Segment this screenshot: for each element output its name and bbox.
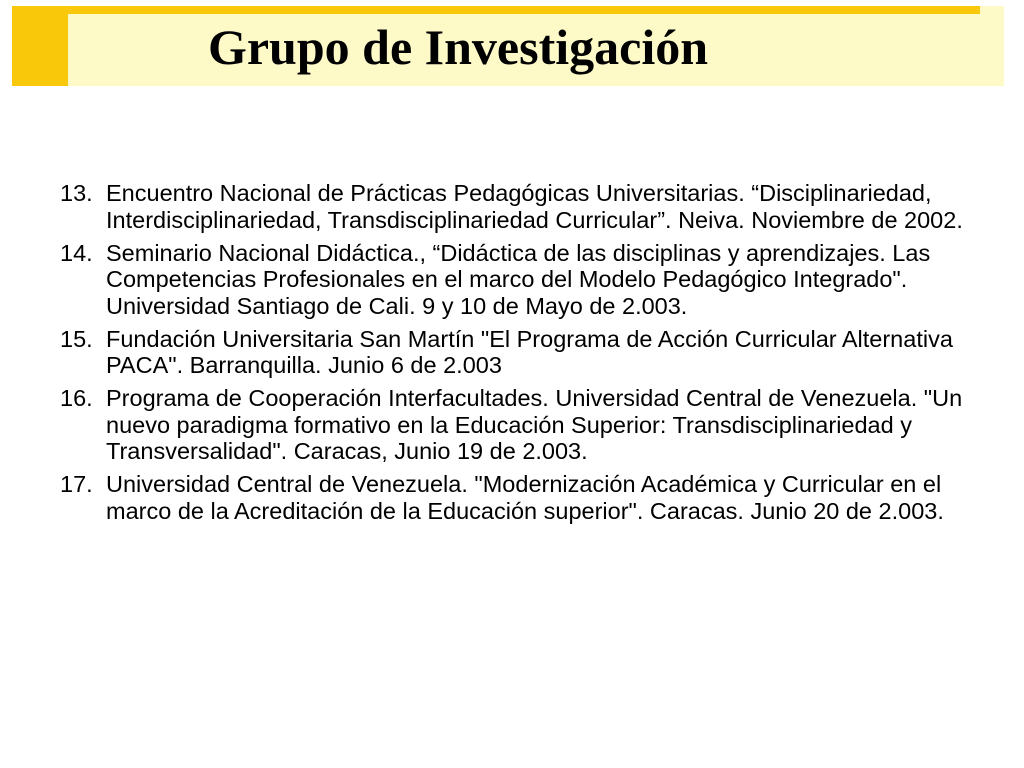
item-number: 17. [60,471,93,497]
title-accent-top-bar [12,6,980,14]
list-item [60,326,980,379]
item-number: 14. [60,239,93,266]
list-item [60,385,980,465]
item-number: 15. [60,325,93,352]
item-number: 16. [60,385,93,411]
slide-title: Grupo de Investigación [207,19,709,75]
list-item [60,180,980,233]
title-accent-left-block [12,14,68,86]
item-text: Universidad Central de Venezuela. "Modernización Académica y Curricular en el marco de la Acreditación de la Educación superior". Caracas. Junio 20 de 2.003. [106,471,944,524]
item-text: Encuentro Nacional de Prácticas Pedagógicas Universitarias. “Disciplinariedad, Interdisciplinariedad, Transdisciplinariedad Curricular”. Neiva. Noviembre de 2002. [106,180,963,233]
list-item [60,240,980,320]
list-item [60,471,980,524]
item-text: Seminario Nacional Didáctica., “Didáctica de las disciplinas y aprendizajes. Las Competencias Profesionales en el marco del Modelo Pedagógico Integrado". Universidad Santiago de Cali. 9 y 10 de Mayo de 2.003. [106,239,931,319]
item-number: 13. [60,180,93,206]
item-text: Programa de Cooperación Interfacultades. Universidad Central de Venezuela. "Un nuevo paradigma formativo en la Educación Superior: Transdisciplinariedad y Transversalidad". Caracas, Junio 19 de 2.003. [106,385,963,464]
reference-list [60,180,980,531]
item-text: Fundación Universitaria San Martín "El Programa de Acción Curricular Alternativa PACA". Barranquilla. Junio 6 de 2.003 [106,325,953,378]
